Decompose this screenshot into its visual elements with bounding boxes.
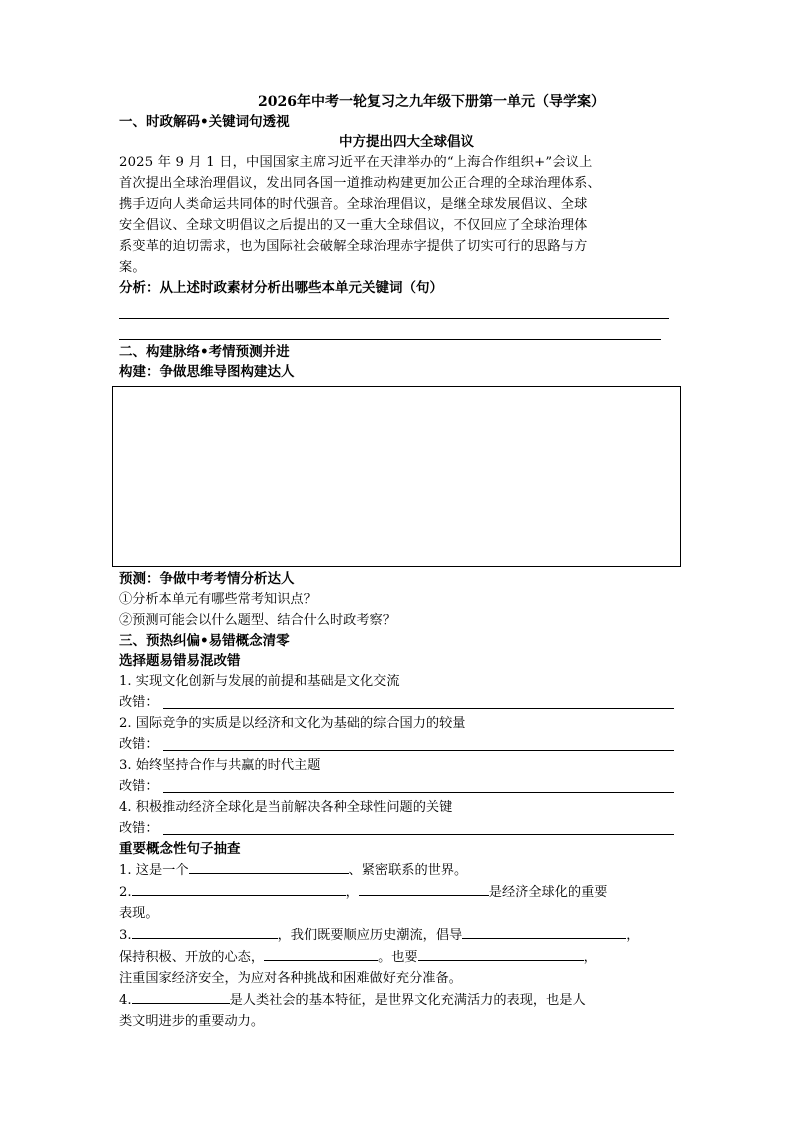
correction-label: 改错： (119, 737, 159, 752)
blank-input[interactable] (132, 989, 230, 1004)
paragraph-line: 安全倡议、全球文明倡议之后提出的又一重大全球倡议，不仅回应了全球治理体 (119, 218, 588, 233)
fill-text: 3. (119, 928, 132, 943)
blank-input[interactable] (132, 881, 346, 896)
correction-input[interactable] (163, 834, 674, 835)
fill-sentence-3-cont (119, 946, 674, 968)
build-prompt: 构建：争做思维导图构建达人 (119, 364, 295, 380)
answer-line[interactable] (119, 298, 669, 319)
paragraph-line: 2025 年 9 月 1 日，中国国家主席习近平在天津举办的“上海合作组织+”会议上 (119, 155, 593, 170)
blank-input[interactable] (462, 924, 626, 939)
error-item-4: 4. 积极推动经济全球化是当前解决各种全球性问题的关键 (119, 800, 453, 815)
blank-input[interactable] (359, 881, 489, 896)
paragraph-line: 案。 (119, 260, 146, 275)
fill-text: ， (626, 928, 640, 943)
answer-line[interactable] (119, 319, 661, 340)
section2-heading: 二、构建脉络•考情预测并进 (119, 344, 290, 360)
blank-input[interactable] (418, 946, 584, 961)
page-title: 2026年中考一轮复习之九年级下册第一单元（导学案） (258, 94, 605, 110)
fill-sentence-3 (119, 924, 674, 946)
fill-text: ， (583, 950, 597, 965)
paragraph-line: 系变革的迫切需求，也为国际社会破解全球治理赤字提供了切实可行的思路与方 (119, 239, 588, 254)
fill-sentence-4 (119, 989, 674, 1011)
mind-map-box[interactable] (112, 386, 681, 567)
error-item-1: 1. 实现文化创新与发展的前提和基础是文化交流 (119, 674, 400, 689)
fill-sentence-2 (119, 881, 674, 903)
fill-text: 是经济全球化的重要 (488, 885, 608, 900)
section3-heading: 三、预热纠偏•易错概念清零 (119, 633, 290, 649)
fill-sentence-3-end: 注重国家经济安全，为应对各种挑战和困难做好充分准备。 (119, 971, 462, 986)
paragraph-line: 首次提出全球治理倡议，发出同各国一道推动构建更加公正合理的全球治理体系、 (119, 176, 601, 191)
correction-row (119, 734, 674, 755)
fill-text: 4. (119, 993, 132, 1008)
fill-text: 1. 这是一个 (119, 863, 189, 878)
correction-input[interactable] (163, 750, 674, 751)
correction-row (119, 818, 674, 839)
fill-text: ， (345, 885, 359, 900)
correction-input[interactable] (163, 792, 674, 793)
choice-correction-title: 选择题易错易混改错 (119, 653, 241, 669)
correction-label: 改错： (119, 695, 159, 710)
fill-sentence-1 (119, 859, 674, 881)
predict-question-1: ①分析本单元有哪些常考知识点？ (119, 592, 317, 607)
blank-input[interactable] (189, 859, 349, 874)
section1-heading: 一、时政解码•关键词句透视 (119, 114, 290, 130)
fill-text: 、紧密联系的世界。 (348, 863, 468, 878)
fill-text: 保持积极、开放的心态， (119, 950, 265, 965)
news-paragraph (119, 152, 674, 278)
blank-input[interactable] (132, 924, 278, 939)
fill-sentence-2-cont: 表现。 (119, 906, 159, 921)
analysis-prompt: 分析：从上述时政素材分析出哪些本单元关键词（句） (119, 280, 443, 296)
correction-row (119, 776, 674, 797)
fill-text: 2. (119, 885, 132, 900)
news-title: 中方提出四大全球倡议 (339, 134, 474, 150)
worksheet-page (119, 92, 674, 1032)
fill-text: ，我们既要顺应历史潮流，倡导 (277, 928, 463, 943)
fill-sentence-4-cont: 类文明进步的重要动力。 (119, 1014, 265, 1029)
correction-input[interactable] (163, 708, 674, 709)
fill-text: 是人类社会的基本特征，是世界文化充满活力的表现，也是人 (229, 993, 586, 1008)
predict-question-2: ②预测可能会以什么题型、结合什么时政考察？ (119, 613, 396, 628)
correction-row (119, 692, 674, 713)
fill-text: 。也要 (378, 950, 418, 965)
correction-label: 改错： (119, 779, 159, 794)
paragraph-line: 携手迈向人类命运共同体的时代强音。全球治理倡议，是继全球发展倡议、全球 (119, 197, 588, 212)
predict-prompt: 预测：争做中考考情分析达人 (119, 571, 295, 587)
error-item-2: 2. 国际竞争的实质是以经济和文化为基础的综合国力的较量 (119, 716, 466, 731)
blank-input[interactable] (264, 946, 378, 961)
correction-label: 改错： (119, 821, 159, 836)
error-item-3: 3. 始终坚持合作与共赢的时代主题 (119, 758, 321, 773)
fill-blank-title: 重要概念性句子抽查 (119, 841, 241, 857)
